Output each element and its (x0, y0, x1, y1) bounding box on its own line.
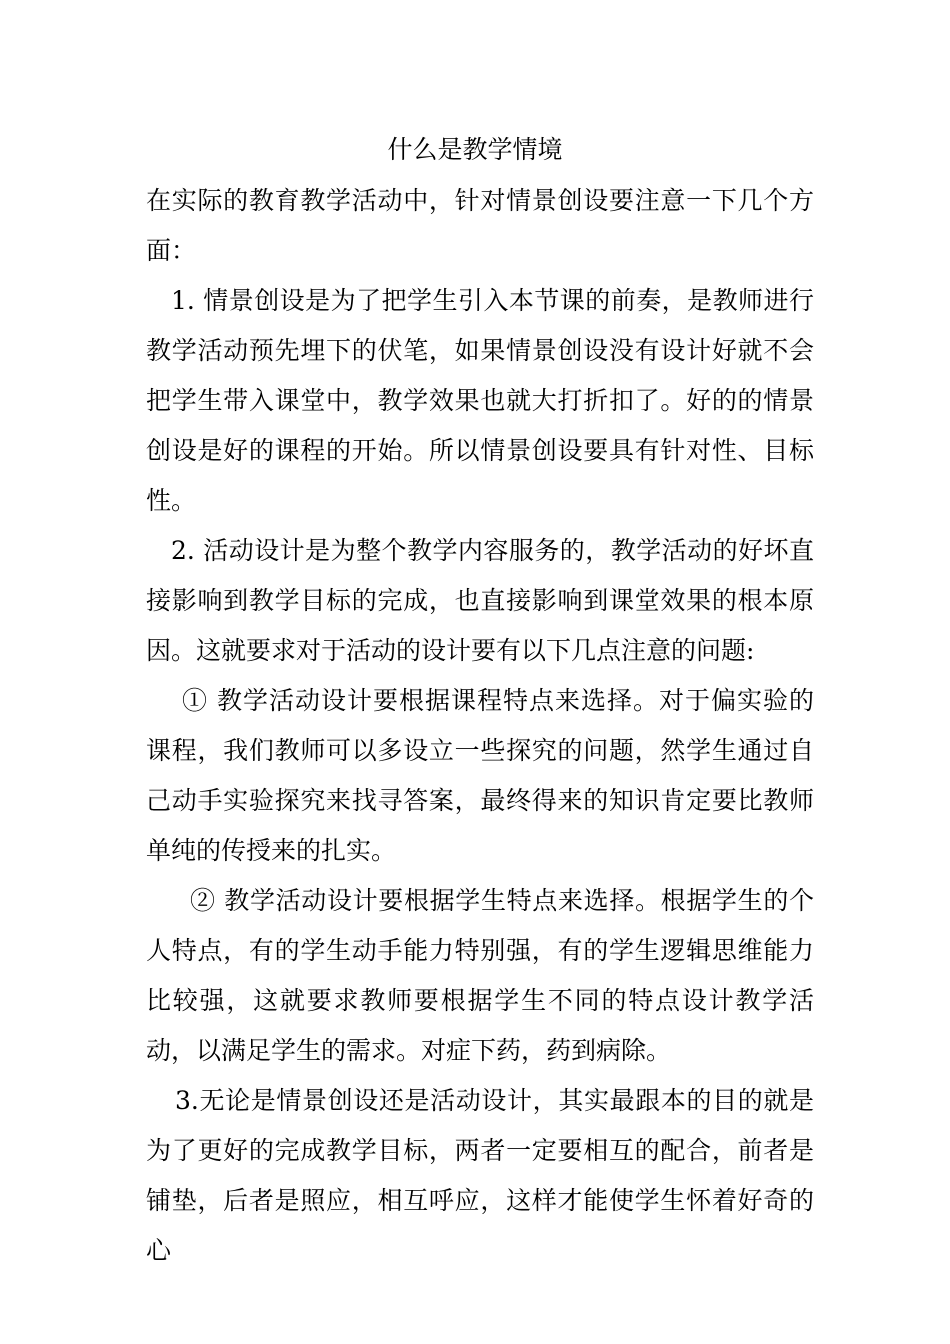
paragraph-subpoint-2: ② 教学活动设计要根据学生特点来选择。根据学生的个人特点，有的学生动手能力特别强，有的学生逻辑思维能力比较强，这就要求教师要根据学生不同的特点设计教学活动，以满足学生的需求。对症下药，药到病除。 (146, 886, 814, 1065)
paragraph-subpoint-1: ① 教学活动设计要根据课程特点来选择。对于偏实验的课程，我们教师可以多设立一些探究的问题，然学生通过自己动手实验探究来找寻答案，最终得来的知识肯定要比教师单纯的传授来的扎实。 (146, 686, 814, 865)
page-title: 什么是教学情境 (387, 135, 563, 164)
document-body (146, 176, 814, 1276)
paragraph-intro: 在实际的教育教学活动中，针对情景创设要注意一下几个方面： (146, 186, 814, 265)
paragraph-point-2: 2. 活动设计是为整个教学内容服务的，教学活动的好坏直接影响到教学目标的完成，也直接影响到课堂效果的根本原因。这就要求对于活动的设计要有以下几点注意的问题: (146, 536, 814, 665)
paragraph-point-3: 3.无论是情景创设还是活动设计，其实最跟本的目的就是为了更好的完成教学目标，两者一定要相互的配合，前者是铺垫，后者是照应，相互呼应，这样才能使学生怀着好奇的心 (146, 1086, 814, 1265)
paragraph-point-1: 1. 情景创设是为了把学生引入本节课的前奏，是教师进行教学活动预先埋下的伏笔，如果情景创设没有设计好就不会把学生带入课堂中，教学效果也就大打折扣了。好的的情景创设是好的课程的开始。所以情景创设要具有针对性、目标性。 (146, 286, 814, 515)
